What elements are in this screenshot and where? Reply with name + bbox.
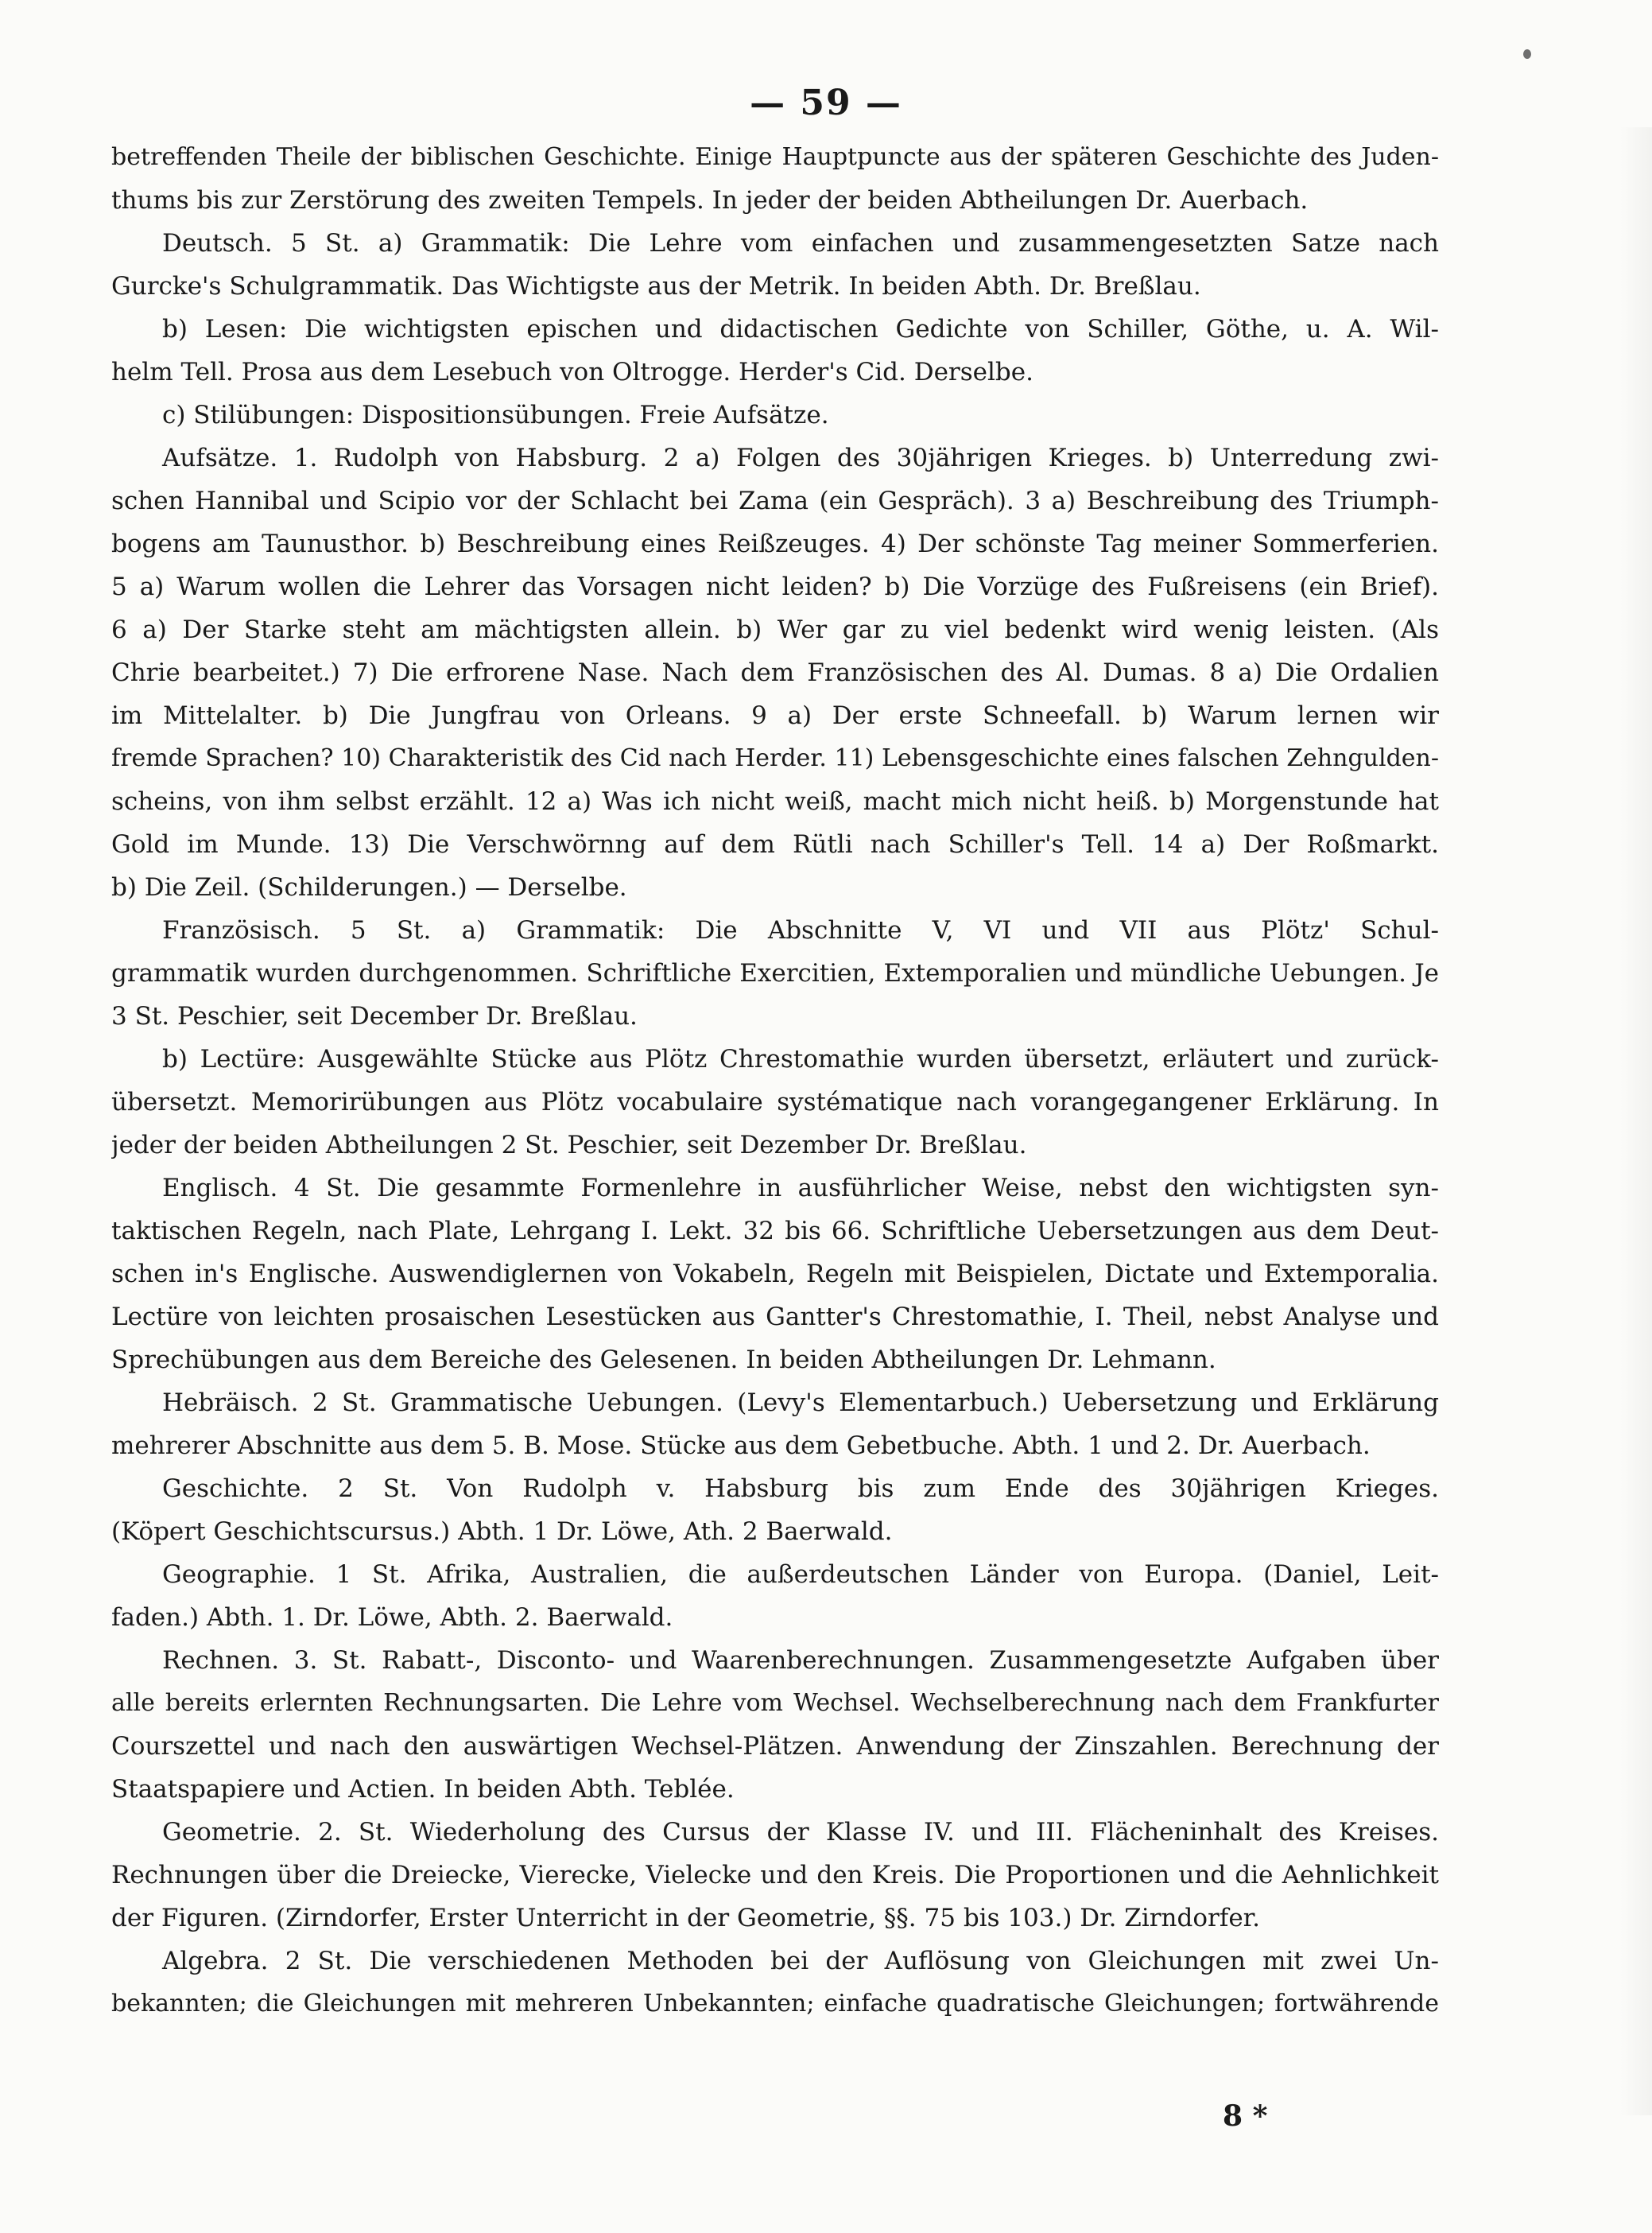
text-line: der Figuren. (Zirndorfer, Erster Unterricht in der Geometrie, §§. 75 bis 103.) Dr. Zirndorfer. — [111, 1904, 1260, 1932]
text-line: thums bis zur Zerstörung des zweiten Tempels. In jeder der beiden Abtheilungen Dr. Auerbach. — [111, 186, 1309, 215]
text-line: (Köpert Geschichtscursus.) Abth. 1 Dr. Löwe, Ath. 2 Baerwald. — [111, 1517, 893, 1546]
text-line: Englisch. 4 St. Die gesammte Formenlehre in ausführlicher Weise, nebst den wichtigsten syn- — [162, 1174, 1439, 1202]
text-line: Rechnen. 3. St. Rabatt-, Disconto- und Waarenberechnungen. Zusammengesetzte Aufgaben über — [162, 1646, 1439, 1675]
text-line: mehrerer Abschnitte aus dem 5. B. Mose. Stücke aus dem Gebetbuche. Abth. 1 und 2. Dr. Auerbach. — [111, 1431, 1371, 1460]
text-line: Aufsätze. 1. Rudolph von Habsburg. 2 a) Folgen des 30jährigen Krieges. b) Unterredung zwi- — [162, 444, 1439, 472]
text-line: grammatik wurden durchgenommen. Schriftliche Exercitien, Extemporalien und mündliche Uebungen. Je — [111, 959, 1439, 988]
text-line: bekannten; die Gleichungen mit mehreren Unbekannten; einfache quadratische Gleichungen; fortwährende — [111, 1990, 1439, 2017]
text-line: Courszettel und nach den auswärtigen Wechsel-Plätzen. Anwendung der Zinszahlen. Berechnung der — [111, 1732, 1439, 1761]
text-line: scheins, von ihm selbst erzählt. 12 a) Was ich nicht weiß, macht mich nicht heiß. b) Morgenstunde hat — [111, 787, 1439, 816]
text-line: bogens am Taunusthor. b) Beschreibung eines Reißzeuges. 4) Der schönste Tag meiner Sommerferien. — [111, 530, 1439, 558]
text-line: Geometrie. 2. St. Wiederholung des Cursus der Klasse IV. und III. Flächeninhalt des Kreises. — [162, 1818, 1439, 1847]
text-line: Französisch. 5 St. a) Grammatik: Die Abschnitte V, VI und VII aus Plötz' Schul- — [162, 916, 1439, 945]
text-line: b) Lesen: Die wichtigsten epischen und didactischen Gedichte von Schiller, Göthe, u. A. Wil- — [162, 315, 1439, 344]
bleed-through-shadow — [1620, 127, 1652, 2115]
text-line: jeder der beiden Abtheilungen 2 St. Peschier, seit Dezember Dr. Breßlau. — [111, 1131, 1027, 1159]
text-line: übersetzt. Memorirübungen aus Plötz vocabulaire systématique nach vorangegangener Erklärung. In — [111, 1088, 1439, 1116]
text-line: helm Tell. Prosa aus dem Lesebuch von Oltrogge. Herder's Cid. Derselbe. — [111, 358, 1033, 386]
text-line: Hebräisch. 2 St. Grammatische Uebungen. (Levy's Elementarbuch.) Uebersetzung und Erklärung — [162, 1388, 1439, 1417]
text-line: c) Stilübungen: Dispositionsübungen. Freie Aufsätze. — [162, 401, 829, 429]
text-line: Gold im Munde. 13) Die Verschwörnng auf dem Rütli nach Schiller's Tell. 14 a) Der Roßmarkt. — [111, 830, 1439, 859]
text-line: faden.) Abth. 1. Dr. Löwe, Abth. 2. Baerwald. — [111, 1603, 673, 1632]
text-line: Deutsch. 5 St. a) Grammatik: Die Lehre vom einfachen und zusammengesetzten Satze nach — [162, 229, 1439, 258]
text-line: betreffenden Theile der biblischen Geschichte. Einige Hauptpuncte aus der späteren Geschichte des Juden- — [111, 143, 1439, 171]
text-line: taktischen Regeln, nach Plate, Lehrgang I. Lekt. 32 bis 66. Schriftliche Uebersetzungen aus dem Deut- — [111, 1217, 1439, 1245]
text-line: Lectüre von leichten prosaischen Lesestücken aus Gantter's Chrestomathie, I. Theil, nebst Analyse und — [111, 1303, 1439, 1331]
text-line: schen in's Englische. Auswendiglernen von Vokabeln, Regeln mit Beispielen, Dictate und Extemporalia. — [111, 1260, 1439, 1288]
text-line: Geschichte. 2 St. Von Rudolph v. Habsburg bis zum Ende des 30jährigen Krieges. — [162, 1474, 1439, 1503]
text-line: schen Hannibal und Scipio vor der Schlacht bei Zama (ein Gespräch). 3 a) Beschreibung des Triumph- — [111, 487, 1439, 515]
signature-mark: 8 * — [1223, 2099, 1268, 2133]
text-line: fremde Sprachen? 10) Charakteristik des Cid nach Herder. 11) Lebensgeschichte eines falschen Zehngulden- — [111, 744, 1439, 772]
text-line: b) Die Zeil. (Schilderungen.) — Derselbe. — [111, 873, 627, 902]
text-line: im Mittelalter. b) Die Jungfrau von Orleans. 9 a) Der erste Schneefall. b) Warum lernen wir — [111, 701, 1439, 730]
text-line: Geographie. 1 St. Afrika, Australien, die außerdeutschen Länder von Europa. (Daniel, Leit- — [162, 1560, 1439, 1589]
text-line: Chrie bearbeitet.) 7) Die erfrorene Nase. Nach dem Französischen des Al. Dumas. 8 a) Die Ordalien — [111, 658, 1439, 687]
text-line: Gurcke's Schulgrammatik. Das Wichtigste aus der Metrik. In beiden Abth. Dr. Breßlau. — [111, 272, 1201, 301]
text-line: alle bereits erlernten Rechnungsarten. Die Lehre vom Wechsel. Wechselberechnung nach dem Frankfurter — [111, 1689, 1439, 1717]
text-line: 5 a) Warum wollen die Lehrer das Vorsagen nicht leiden? b) Die Vorzüge des Fußreisens (ein Brief). — [111, 573, 1439, 601]
text-line: Rechnungen über die Dreiecke, Vierecke, Vielecke und den Kreis. Die Proportionen und die Aehnlichkeit — [111, 1861, 1439, 1889]
text-line: 6 a) Der Starke steht am mächtigsten allein. b) Wer gar zu viel bedenkt wird wenig leisten. (Als — [111, 616, 1439, 644]
text-line: Algebra. 2 St. Die verschiedenen Methoden bei der Auflösung von Gleichungen mit zwei Un- — [162, 1947, 1439, 1975]
body-text — [111, 142, 1439, 2031]
ink-speck — [1523, 49, 1531, 59]
text-line: Sprechübungen aus dem Bereiche des Gelesenen. In beiden Abtheilungen Dr. Lehmann. — [111, 1346, 1216, 1374]
text-line: Staatspapiere und Actien. In beiden Abth. Teblée. — [111, 1775, 735, 1804]
page-number: — 59 — — [750, 83, 902, 123]
text-line: 3 St. Peschier, seit December Dr. Breßlau. — [111, 1002, 638, 1031]
text-line: b) Lectüre: Ausgewählte Stücke aus Plötz Chrestomathie wurden übersetzt, erläutert und zurück- — [162, 1045, 1439, 1074]
